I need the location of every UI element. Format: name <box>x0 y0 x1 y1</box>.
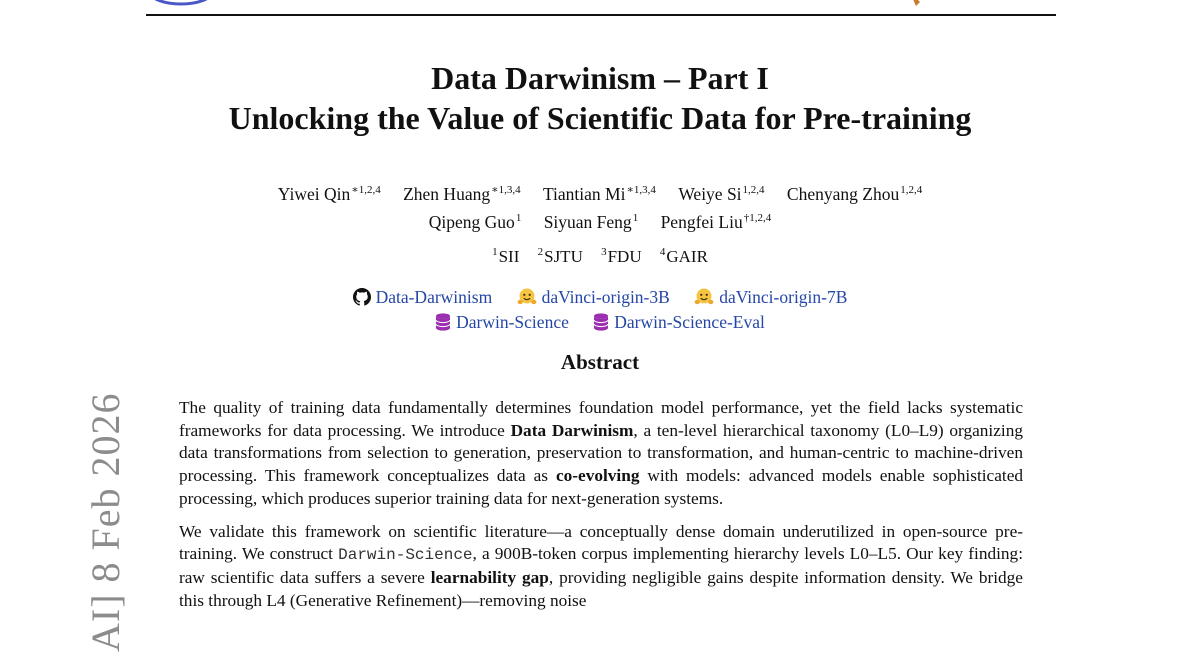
affiliation: $^4$GAIR <box>659 246 708 266</box>
affiliation-list <box>0 246 1200 267</box>
affiliation: $^3$FDU <box>601 246 642 266</box>
author: Pengfei Liu$^{\dagger 1,2,4}$ <box>660 212 772 232</box>
abstract-paragraph-1: The quality of training data fundamentally determines foundation model performance, yet the field lacks systematic frameworks for data processing. We introduce Data Darwinism, a ten-level hierarchical taxonomy (L0–L9) organizing data transformations from selection to generation, preservation to transformation, and human-centric to machine-driven processing. This framework conceptualizes data as co-evolving with models: advanced models enable sophisticated processing, which produces superior training data for next-generation systems. <box>179 398 1023 508</box>
header-rule <box>146 14 1056 16</box>
arxiv-stamp <box>82 392 142 664</box>
author: Chenyang Zhou$^{1,2,4}$ <box>786 184 923 204</box>
link-davinci-origin-7b[interactable]: daVinci-origin-7B <box>694 286 847 308</box>
paper-title <box>0 58 1200 138</box>
github-icon <box>353 288 371 306</box>
author-row-1 <box>0 178 1200 206</box>
hugging-face-icon <box>694 288 714 306</box>
author: Qipeng Guo$^1$ <box>428 212 522 232</box>
link-data-darwinism[interactable]: Data-Darwinism <box>353 286 493 308</box>
link-davinci-origin-3b[interactable]: daVinci-origin-3B <box>517 286 670 308</box>
title-line-2: Unlocking the Value of Scientific Data for Pre-training <box>228 100 972 136</box>
link-darwin-science[interactable]: Darwin-Science <box>435 311 569 333</box>
abstract-body <box>179 397 1023 622</box>
database-icon <box>435 313 451 331</box>
links-row-1 <box>0 286 1200 311</box>
author: Siyuan Feng$^1$ <box>543 212 639 232</box>
author: Tiantian $Mi^{∗1,3,4}$ <box>542 184 656 204</box>
hugging-face-icon <box>517 288 537 306</box>
resource-links <box>0 286 1200 336</box>
gair-logo <box>906 0 1056 10</box>
database-icon <box>593 313 609 331</box>
author: Weiye Si$^{1,2,4}$ <box>678 184 765 204</box>
link-darwin-science-eval[interactable]: Darwin-Science-Eval <box>593 311 765 333</box>
author: Zhen Huang$^{∗1,3,4}$ <box>403 184 521 204</box>
sii-logo <box>148 0 214 14</box>
affiliation: $^1$SII <box>492 246 520 266</box>
author: Yiwei Qin$^{∗1,2,4}$ <box>277 184 381 204</box>
affiliation: $^2$SJTU <box>537 246 583 266</box>
title-line-1: Data Darwinism – Part I <box>431 60 769 96</box>
arxiv-stamp-text: AI] 8 Feb 2026 <box>83 392 128 652</box>
abstract-heading: Abstract <box>560 350 640 374</box>
abstract-paragraph-2: We validate this framework on scientific literature—a conceptually dense domain underutilized in open-source pre-training. We construct Darwin-Science, a 900B-token corpus implementing hierarchy levels L0–L5. Our key finding: raw scientific data suffers a severe learnability gap, providing negligible gains despite information density. We bridge this through L4 (Generative Refinement)—removing noise <box>179 521 1023 610</box>
author-row-2 <box>0 206 1200 234</box>
author-list <box>0 178 1200 234</box>
links-row-2 <box>0 311 1200 336</box>
